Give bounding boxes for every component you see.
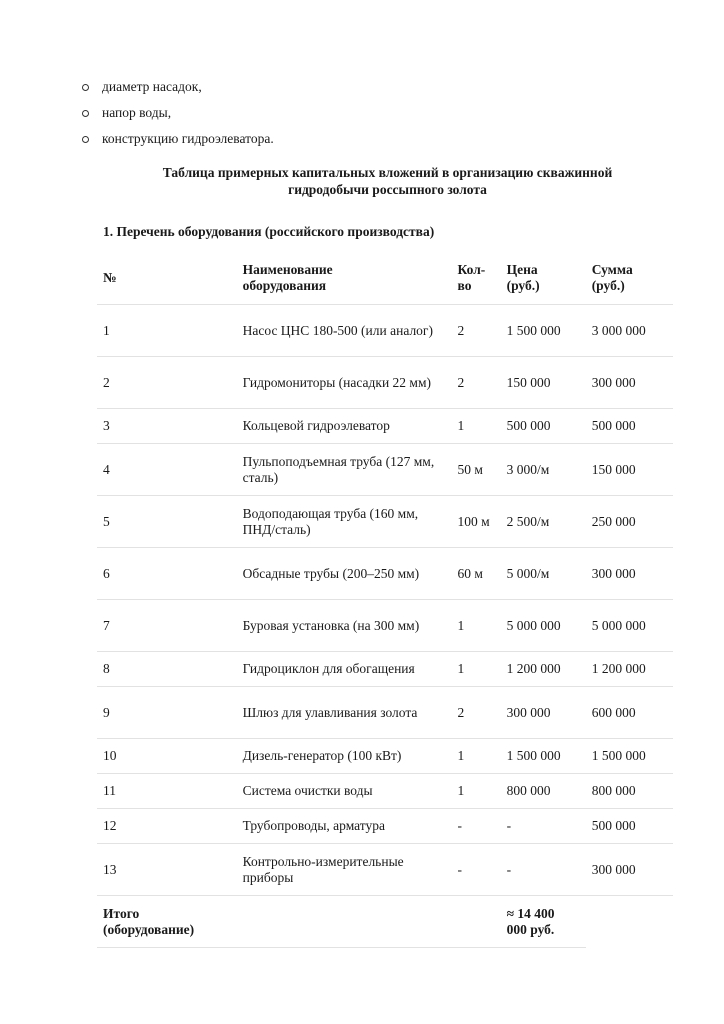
header-name-line-1: Наименование [242, 262, 333, 277]
cell-price: 1 200 000 [501, 652, 586, 687]
bullet-item [80, 78, 274, 104]
circle-bullet-icon [82, 136, 89, 143]
cell-price: 1 500 000 [501, 305, 586, 357]
cell-sum: 600 000 [586, 687, 673, 739]
bullet-text: напор воды, [102, 105, 172, 120]
table-row [97, 844, 673, 896]
cell-sum: 300 000 [586, 844, 673, 896]
cell-sum: 500 000 [586, 409, 673, 444]
header-price [501, 252, 586, 305]
circle-bullet-icon [82, 110, 89, 117]
header-name [237, 252, 452, 305]
cell-number: 11 [97, 774, 237, 809]
cell-number: 6 [97, 548, 237, 600]
cell-sum: 3 000 000 [586, 305, 673, 357]
equipment-table [97, 252, 673, 948]
cell-price: 300 000 [501, 687, 586, 739]
cell-quantity: 1 [452, 774, 501, 809]
cell-quantity: 100 м [452, 496, 501, 548]
cell-number: 9 [97, 687, 237, 739]
cell-name: Кольцевой гидроэлеватор [237, 409, 452, 444]
cell-number: 1 [97, 305, 237, 357]
cell-price: 2 500/м [501, 496, 586, 548]
cell-number: 7 [97, 600, 237, 652]
cell-price: 500 000 [501, 409, 586, 444]
cell-price: 150 000 [501, 357, 586, 409]
cell-name: Дизель-генератор (100 кВт) [237, 739, 452, 774]
cell-sum: 1 200 000 [586, 652, 673, 687]
cell-name: Шлюз для улавливания золота [237, 687, 452, 739]
cell-number: 4 [97, 444, 237, 496]
total-value-line-1: ≈ 14 400 [506, 905, 555, 921]
table-row [97, 305, 673, 357]
total-empty-cell [586, 896, 673, 948]
table-row [97, 687, 673, 739]
cell-name: Гидромониторы (насадки 22 мм) [237, 357, 452, 409]
header-price-line-1: Цена [506, 262, 538, 277]
cell-quantity: 2 [452, 305, 501, 357]
cell-name: Гидроциклон для обогащения [237, 652, 452, 687]
cell-price: - [501, 844, 586, 896]
title-line-1: Таблица примерных капитальных вложений в организацию скважинной [162, 165, 613, 180]
cell-quantity: 1 [452, 409, 501, 444]
table-row [97, 444, 673, 496]
cell-sum: 300 000 [586, 357, 673, 409]
cell-sum: 1 500 000 [586, 739, 673, 774]
table-row [97, 409, 673, 444]
cell-number: 10 [97, 739, 237, 774]
section-title: 1. Перечень оборудования (российского производства) [103, 224, 435, 239]
cell-price: 1 500 000 [501, 739, 586, 774]
table-header-row [97, 252, 673, 305]
cell-sum: 150 000 [586, 444, 673, 496]
cell-name: Буровая установка (на 300 мм) [237, 600, 452, 652]
cell-price: 5 000/м [501, 548, 586, 600]
title-line-2: гидродобычи россыпного золота [288, 182, 487, 197]
cell-sum: 800 000 [586, 774, 673, 809]
cell-name: Водоподающая труба (160 мм, ПНД/сталь) [237, 496, 452, 548]
table-total-row [97, 896, 673, 948]
cell-name: Пульпоподъемная труба (127 мм, сталь) [237, 444, 452, 496]
cell-name: Трубопроводы, арматура [237, 809, 452, 844]
cell-number: 2 [97, 357, 237, 409]
header-sum [586, 252, 673, 305]
cell-name: Обсадные трубы (200–250 мм) [237, 548, 452, 600]
table-row [97, 652, 673, 687]
total-label-line-1: Итого [103, 905, 140, 921]
cell-sum: 500 000 [586, 809, 673, 844]
header-price-line-2: (руб.) [506, 278, 540, 293]
cell-price: 5 000 000 [501, 600, 586, 652]
cell-quantity: 2 [452, 357, 501, 409]
cell-name: Система очистки воды [237, 774, 452, 809]
circle-bullet-icon [82, 84, 89, 91]
table-row [97, 600, 673, 652]
cell-number: 5 [97, 496, 237, 548]
header-quantity [452, 252, 501, 305]
total-label [97, 896, 501, 948]
cell-quantity: - [452, 809, 501, 844]
header-quantity-line-2: во [457, 278, 472, 293]
cell-sum: 250 000 [586, 496, 673, 548]
bullet-item [80, 130, 274, 156]
bullet-text: диаметр насадок, [102, 79, 202, 94]
table-row [97, 496, 673, 548]
total-value [501, 896, 586, 948]
cell-quantity: 1 [452, 739, 501, 774]
table-row [97, 357, 673, 409]
cell-price: - [501, 809, 586, 844]
header-quantity-line-1: Кол- [457, 262, 486, 277]
cell-number: 13 [97, 844, 237, 896]
cell-number: 3 [97, 409, 237, 444]
header-sum-line-1: Сумма [591, 262, 633, 277]
cell-quantity: 2 [452, 687, 501, 739]
header-sum-line-2: (руб.) [591, 278, 625, 293]
cell-name: Насос ЦНС 180-500 (или аналог) [237, 305, 452, 357]
cell-price: 3 000/м [501, 444, 586, 496]
document-title [120, 164, 655, 198]
cell-sum: 300 000 [586, 548, 673, 600]
cell-quantity: - [452, 844, 501, 896]
total-label-line-2: (оборудование) [103, 921, 195, 937]
cell-quantity: 60 м [452, 548, 501, 600]
cell-quantity: 1 [452, 652, 501, 687]
cell-number: 12 [97, 809, 237, 844]
cell-quantity: 1 [452, 600, 501, 652]
table-row [97, 809, 673, 844]
header-name-line-2: оборудования [242, 278, 327, 293]
bullet-item [80, 104, 274, 130]
cell-price: 800 000 [501, 774, 586, 809]
cell-quantity: 50 м [452, 444, 501, 496]
cell-name: Контрольно-измерительные приборы [237, 844, 452, 896]
total-value-line-2: 000 руб. [506, 921, 555, 937]
header-number: № [97, 252, 237, 305]
bullet-text: конструкцию гидроэлеватора. [102, 131, 274, 146]
cell-sum: 5 000 000 [586, 600, 673, 652]
cell-number: 8 [97, 652, 237, 687]
bullet-list [80, 78, 274, 156]
table-row [97, 774, 673, 809]
table-row [97, 739, 673, 774]
table-row [97, 548, 673, 600]
